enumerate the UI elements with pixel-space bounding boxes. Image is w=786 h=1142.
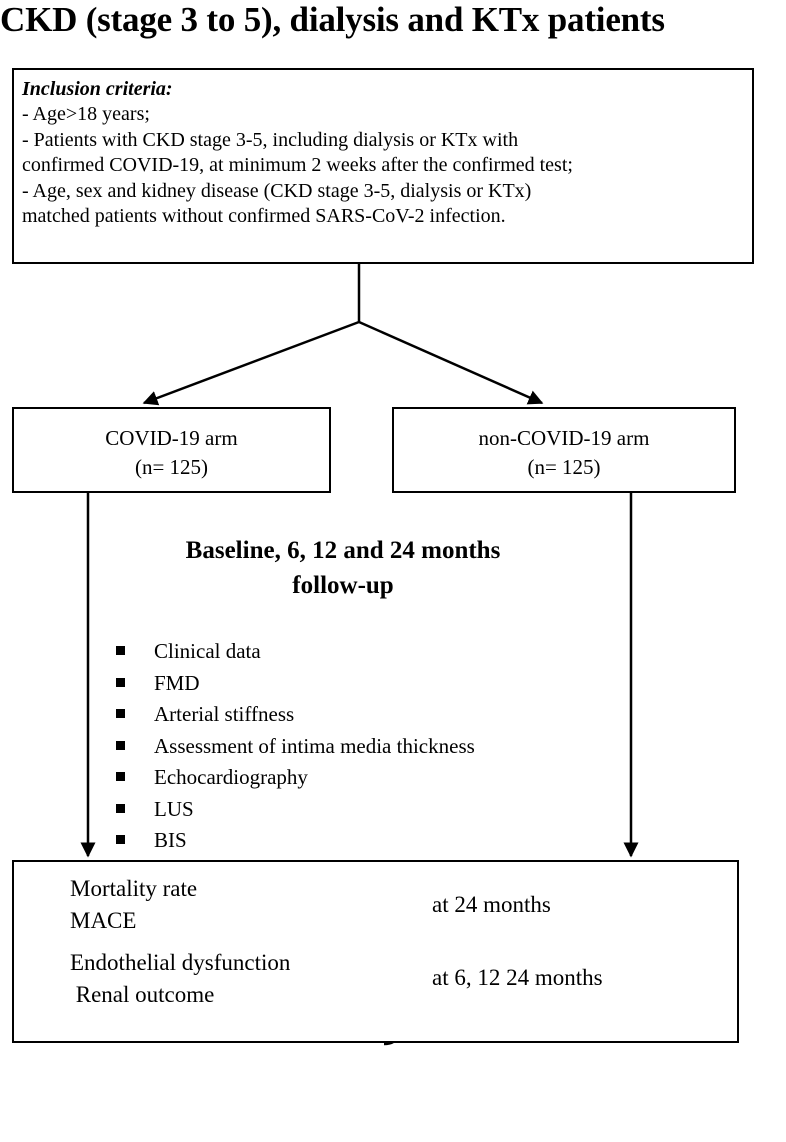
bullet-square: [116, 678, 125, 687]
measure-label: Arterial stiffness: [154, 702, 295, 726]
measure-label: LUS: [154, 796, 194, 821]
arrow-to-covid-arm: [144, 322, 359, 403]
bullet-square: [116, 646, 125, 655]
inclusion-line-no-infection: matched patients without confirmed SARS-CoV-2 infection.: [22, 205, 506, 227]
inclusion-criteria-heading: Inclusion criteria:: [22, 78, 173, 100]
measure-label: Echocardiography: [154, 765, 308, 789]
list-item: [116, 636, 636, 668]
timing-24-months: at 24 months: [432, 892, 551, 917]
list-item: [116, 794, 636, 826]
outcome-mace: MACE: [70, 908, 137, 933]
outcome-mortality-rate: Mortality rate: [70, 876, 198, 901]
bullet-square: [116, 772, 125, 781]
bullet-square: [116, 709, 125, 718]
outcomes-box: [12, 860, 739, 1043]
list-item: [116, 825, 636, 857]
followup-heading-line1: Baseline, 6, 12 and 24 months: [185, 537, 501, 564]
non-covid-arm-box: [392, 407, 736, 493]
arrow-to-non-covid-arm: [359, 322, 542, 403]
covid-arm-n: (n= 125): [134, 455, 209, 479]
bullet-square: [116, 804, 125, 813]
timing-6-12-24-months: at 6, 12 24 months: [432, 965, 603, 990]
outcome-endothelial-dysfunction: Endothelial dysfunction: [70, 950, 291, 975]
measure-label: BIS: [154, 828, 187, 852]
inclusion-line-matched: - Age, sex and kidney disease (CKD stage 3-5, dialysis or KTx): [22, 179, 532, 202]
followup-heading-line2: follow-up: [292, 572, 394, 599]
non-covid-arm-name: non-COVID-19 arm: [478, 426, 650, 450]
list-item: [116, 699, 636, 731]
followup-heading: [100, 533, 586, 603]
measure-label: Clinical data: [154, 639, 261, 663]
covid-arm-box: [12, 407, 331, 493]
list-item: [116, 731, 636, 763]
non-covid-arm-n: (n= 125): [527, 455, 601, 479]
list-item: [116, 762, 636, 794]
bullet-square: [116, 741, 125, 750]
diagram-title: CKD (stage 3 to 5), dialysis and KTx patients: [0, 0, 665, 39]
bullet-square: [116, 835, 125, 844]
inclusion-line-covid: confirmed COVID-19, at minimum 2 weeks after the confirmed test;: [22, 154, 573, 176]
list-item: [116, 668, 636, 700]
covid-arm-name: COVID-19 arm: [105, 426, 238, 450]
inclusion-line-ckd: - Patients with CKD stage 3-5, including dialysis or KTx with: [22, 128, 519, 151]
outcome-renal: Renal outcome: [70, 982, 215, 1007]
inclusion-line-age: - Age>18 years;: [22, 103, 150, 125]
measure-label: Assessment of intima media thickness: [154, 733, 475, 758]
measure-label: FMD: [154, 670, 200, 695]
